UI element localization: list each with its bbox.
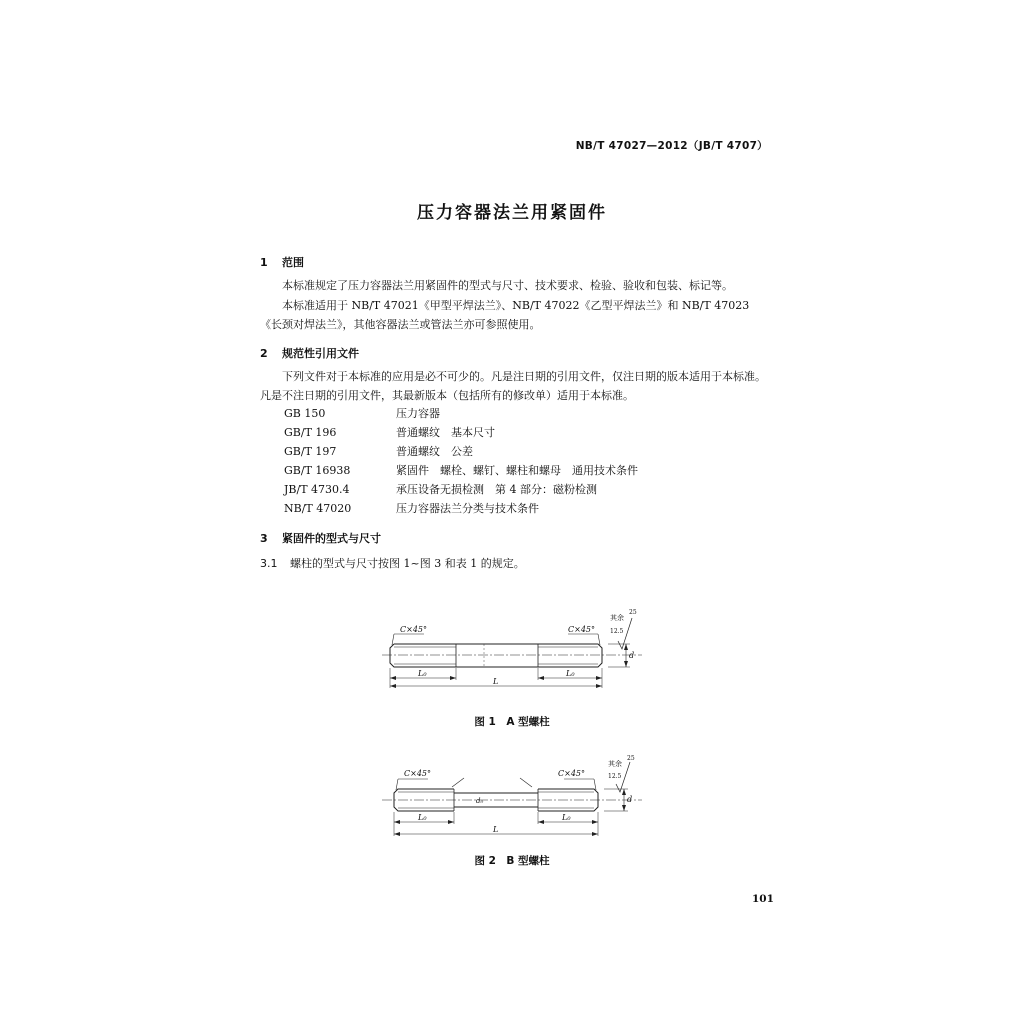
chamfer-label-left: C×45° [404,769,432,778]
dimension-l0-right: L₀ [566,669,575,678]
reference-code: JB/T 4730.4 [284,483,350,496]
page-title: 压力容器法兰用紧固件 [417,203,607,223]
chamfer-label-right: C×45° [568,625,596,634]
figure-2-drawing [380,754,650,844]
section-3-title: 紧固件的型式与尺寸 [282,532,381,545]
dimension-d: d [629,651,635,660]
reference-list [284,404,638,518]
roughness-value-1: 25 [629,609,637,616]
dimension-l0-right: L₀ [562,813,571,822]
section-1-paragraph-2: 本标准适用于 NB/T 47021《甲型平焊法兰》、NB/T 47022《乙型平焊法兰》和 NB/T 47023《长颈对焊法兰》，其他容器法兰或管法兰亦可参照使用。 [260,299,750,331]
reference-row [284,442,638,461]
dimension-d0: d₀ [476,797,484,805]
section-1-number: 1 [260,256,268,269]
section-2-heading [260,345,359,361]
clause-3-1 [260,555,525,571]
dimension-d: d [627,795,633,804]
reference-title: 普通螺纹 基本尺寸 [396,426,495,439]
reference-code: GB 150 [284,407,326,420]
roughness-other-label: 其余 [610,614,624,622]
dimension-l0-left: L₀ [418,669,427,678]
roughness-value-2: 12.5 [608,773,622,780]
figure-2-caption: 图 2 B 型螺柱 [474,855,550,867]
section-2-number: 2 [260,347,268,360]
section-1-paragraph-1: 本标准规定了压力容器法兰用紧固件的型式与尺寸、技术要求、检验、验收和包装、标记等。 [282,279,733,292]
reference-row [284,461,638,480]
section-1-heading [260,254,304,270]
section-3-heading [260,530,381,546]
reference-title: 压力容器 [396,407,440,420]
page-number: 101 [752,893,774,905]
clause-number: 3.1 [260,557,278,570]
figure-1-caption: 图 1 A 型螺柱 [474,716,550,728]
section-2-title: 规范性引用文件 [282,347,359,360]
roughness-value-1: 25 [627,755,635,762]
section-3-number: 3 [260,532,268,545]
dimension-l: L [493,825,499,834]
reference-title: 普通螺纹 公差 [396,445,473,458]
dimension-l0-left: L₀ [418,813,427,822]
reference-row [284,480,638,499]
reference-code: GB/T 196 [284,426,337,439]
figure-1-drawing [380,608,650,693]
section-2-paragraph-1: 下列文件对于本标准的应用是必不可少的。凡是注日期的引用文件，仅注日期的版本适用于本标准。凡是不注日期的引用文件，其最新版本（包括所有的修改单）适用于本标准。 [260,370,766,402]
reference-code: NB/T 47020 [284,502,352,515]
reference-title: 承压设备无损检测 第 4 部分：磁粉检测 [396,483,597,496]
section-1-title: 范围 [282,256,304,269]
roughness-value-2: 12.5 [610,628,624,635]
reference-row [284,499,638,518]
reference-code: GB/T 16938 [284,464,351,477]
reference-row [284,423,638,442]
reference-title: 压力容器法兰分类与技术条件 [396,502,539,515]
reference-code: GB/T 197 [284,445,337,458]
chamfer-label-right: C×45° [558,769,586,778]
dimension-l: L [493,677,499,686]
standard-code: NB/T 47027—2012（JB/T 4707） [575,140,768,152]
roughness-other-label: 其余 [608,760,622,768]
chamfer-label-left: C×45° [400,625,428,634]
reference-title: 紧固件 螺栓、螺钉、螺柱和螺母 通用技术条件 [396,464,638,477]
reference-row [284,404,638,423]
clause-text: 螺柱的型式与尺寸按图 1~图 3 和表 1 的规定。 [290,557,525,570]
